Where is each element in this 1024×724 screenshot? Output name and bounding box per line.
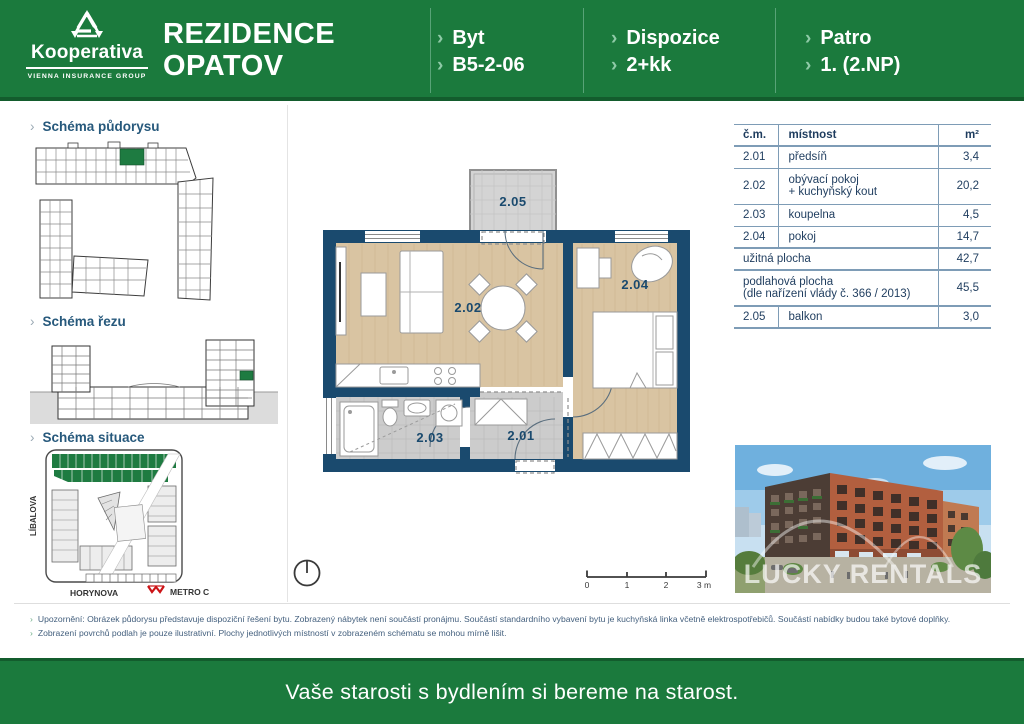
usable-area-value: 42,7: [938, 248, 991, 270]
chevron-icon: ›: [30, 314, 35, 329]
room-area: 20,2: [938, 168, 991, 204]
room-area: 3,4: [938, 146, 991, 168]
room-label-bath: 2.03: [416, 430, 444, 445]
room-name: pokoj: [778, 226, 938, 248]
project-title-line1: REZIDENCE: [163, 18, 336, 50]
balcony-row: [734, 306, 991, 328]
floorplan-schematic: [28, 138, 280, 308]
room-number: 2.05: [734, 306, 778, 328]
room-area: 3,0: [938, 306, 991, 328]
floor-label: Patro: [820, 27, 872, 49]
street-label-horynova: HORYNOVA: [70, 588, 119, 598]
floor-area-value: 45,5: [938, 270, 991, 306]
chevron-icon: ›: [805, 55, 812, 76]
chevron-icon: ›: [30, 430, 35, 445]
section-title-section-schematic: › Schéma řezu: [30, 314, 126, 329]
room-number: 2.04: [734, 226, 778, 248]
kitchen-counter: [336, 364, 480, 387]
scale-tick-1: 1: [624, 580, 630, 590]
chevron-icon: ›: [611, 28, 618, 49]
floor-area-row: [734, 270, 991, 306]
table-header-row: [734, 125, 991, 147]
brand-subtitle: VIENNA INSURANCE GROUP: [27, 73, 147, 80]
usable-area-label: užitná plocha: [734, 248, 938, 270]
floor-area-label-line2: (dle nařízení vlády č. 366 / 2013): [743, 288, 911, 300]
room-label-balcony: 2.05: [499, 194, 527, 209]
room-label-hall: 2.01: [507, 428, 535, 443]
room-label-living: 2.02: [454, 300, 482, 315]
apartment-floorplan: [290, 152, 720, 607]
chevron-icon: ›: [437, 55, 444, 76]
room-number: 2.02: [734, 168, 778, 204]
metro-icon: [148, 586, 164, 592]
usable-area-row: [734, 248, 991, 270]
table-row: [734, 226, 991, 248]
section-title-floorplan-schematic: › Schéma půdorysu: [30, 119, 160, 134]
table-row: [734, 204, 991, 226]
header-divider: [583, 8, 584, 93]
header-divider: [775, 8, 776, 93]
room-area-table: [734, 124, 991, 329]
footer-bar: [0, 658, 1024, 724]
room-name: balkon: [778, 306, 938, 328]
room-name-line2: + kuchyňský kout: [788, 186, 878, 198]
chevron-icon: ›: [30, 614, 33, 624]
project-title: [163, 18, 335, 82]
col-header-room: místnost: [778, 125, 938, 147]
room-label-bedroom: 2.04: [621, 277, 649, 292]
table-row: [734, 146, 991, 168]
scale-tick-3: 3 m: [696, 580, 712, 590]
chevron-icon: ›: [30, 628, 33, 638]
section-title-site-schematic: › Schéma situace: [30, 430, 145, 445]
layout-value: 2+kk: [626, 54, 672, 76]
col-header-area: m²: [938, 125, 991, 147]
table-row: [734, 168, 991, 204]
watermark-text: LUCKY RENTALS: [743, 559, 983, 589]
room-area: 14,7: [938, 226, 991, 248]
layout-label: Dispozice: [626, 27, 720, 49]
floor-value: 1. (2.NP): [820, 54, 901, 76]
unit-value: B5-2-06: [452, 54, 525, 76]
room-area: 4,5: [938, 204, 991, 226]
street-label-libalova: LÍBALOVA: [29, 495, 38, 536]
north-arrow-icon: [295, 561, 320, 586]
header-divider: [430, 8, 431, 93]
unit-label: Byt: [452, 27, 485, 49]
building-photo: [735, 445, 991, 593]
footer-slogan: Vaše starosti s bydlením si bereme na starost.: [285, 680, 739, 704]
section-schematic: [28, 332, 280, 432]
scale-bar: [585, 571, 711, 591]
room-name: koupelna: [778, 204, 938, 226]
chevron-icon: ›: [805, 28, 812, 49]
disclaimer: [30, 612, 1020, 640]
metro-label: METRO C: [170, 587, 210, 597]
brand-name: Kooperativa: [26, 42, 148, 69]
site-schematic: [28, 446, 280, 602]
col-header-number: č.m.: [734, 125, 778, 147]
sidebar-divider: [287, 105, 288, 602]
disclaimer-line1: › Upozornění: Obrázek půdorysu představuje dispoziční řešení bytu. Zobrazený nábytek není součástí pronájmu. Součástí standardního vybavení bytu je kuchyňská linka včetně elektrospotřebičů. Součástí nabídky budou také bytové doplňky.: [30, 614, 951, 624]
header-bar: [0, 0, 1024, 101]
room-number: 2.03: [734, 204, 778, 226]
chevron-icon: ›: [30, 119, 35, 134]
kooperativa-triangle-icon: [69, 10, 105, 40]
chevron-icon: ›: [437, 28, 444, 49]
disclaimer-line2: › Zobrazení povrchů podlah je pouze ilustrativní. Plochy jednotlivých místností v zobrazeném schématu se mohou mírně lišit.: [30, 628, 507, 638]
scale-tick-0: 0: [584, 580, 590, 590]
room-name: [778, 168, 938, 204]
room-name: předsíň: [778, 146, 938, 168]
layout-info-block: [611, 25, 720, 79]
unit-info-block: [437, 25, 525, 79]
room-number: 2.01: [734, 146, 778, 168]
kooperativa-logo: [26, 10, 148, 80]
hall-wardrobe: [475, 399, 527, 425]
floor-info-block: [805, 25, 900, 79]
floor-area-label: [734, 270, 938, 306]
scale-tick-2: 2: [663, 580, 669, 590]
project-title-line2: OPATOV: [163, 50, 284, 82]
floor-area-label-line1: podlahová plocha: [743, 276, 834, 288]
chevron-icon: ›: [611, 55, 618, 76]
room-name-line1: obývací pokoj: [788, 174, 859, 186]
